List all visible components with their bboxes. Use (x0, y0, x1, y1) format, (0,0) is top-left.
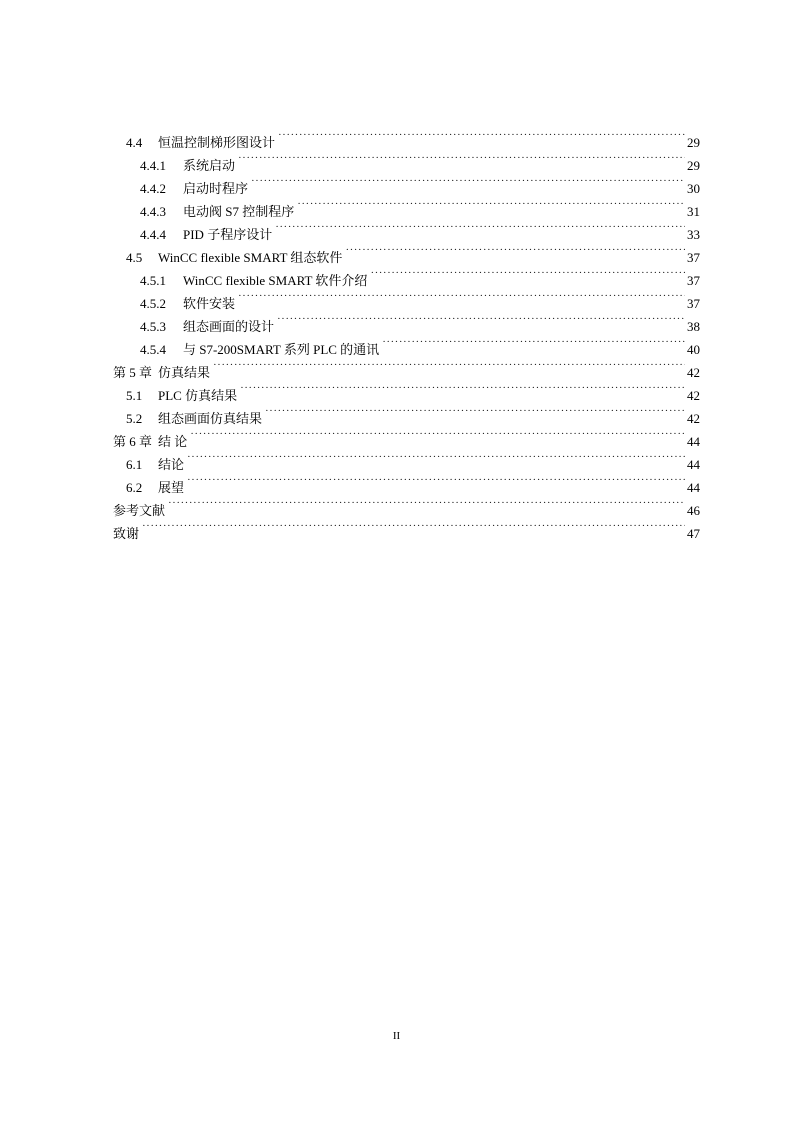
toc-number: 4.4 (126, 135, 143, 150)
toc-leader (213, 354, 685, 377)
toc-number: 第 6 章 (113, 434, 153, 449)
toc-page: 44 (687, 480, 700, 495)
toc-page: 29 (687, 158, 700, 173)
toc-leader (187, 469, 685, 492)
toc-title: 与 S7-200SMART 系列 PLC 的通讯 (183, 342, 380, 357)
toc-leader (370, 262, 685, 285)
toc-title: 结 论 (158, 434, 188, 449)
page-footer-number: II (392, 1030, 401, 1042)
toc-leader (297, 193, 685, 216)
toc-title: 致谢 (113, 526, 140, 541)
toc-leader (187, 446, 685, 469)
toc-entry-chapter-6[interactable] (113, 423, 700, 449)
toc-leader (275, 216, 685, 239)
toc-entry-acknowledgements[interactable] (113, 515, 700, 541)
toc-page: 37 (687, 296, 700, 311)
toc-title: WinCC flexible SMART 软件介绍 (183, 273, 368, 288)
toc-title: 组态画面仿真结果 (158, 411, 263, 426)
toc-number: 第 5 章 (113, 365, 153, 380)
toc-number: 4.4.2 (140, 181, 166, 196)
toc-title: PLC 仿真结果 (158, 388, 238, 403)
toc-title: 结论 (158, 457, 185, 472)
toc-entry-6-1[interactable] (113, 446, 700, 472)
toc-number: 4.5.2 (140, 296, 166, 311)
toc-page: 33 (687, 227, 700, 242)
toc-number: 4.4.3 (140, 204, 166, 219)
toc-page: 37 (687, 273, 700, 288)
toc-page: 40 (687, 342, 700, 357)
toc-leader (240, 377, 685, 400)
toc-title: 展望 (158, 480, 185, 495)
toc-number: 4.5.1 (140, 273, 166, 288)
toc-page: 46 (687, 503, 700, 518)
toc-number: 4.5.4 (140, 342, 166, 357)
toc-number: 4.5.3 (140, 319, 166, 334)
toc-title: 组态画面的设计 (183, 319, 275, 334)
toc-number: 5.1 (126, 388, 143, 403)
toc-leader (142, 515, 685, 538)
toc-title: 仿真结果 (158, 365, 211, 380)
toc-leader (238, 285, 685, 308)
toc-title: 系统启动 (183, 158, 236, 173)
toc-page: 37 (687, 250, 700, 265)
toc-leader (277, 308, 685, 331)
toc-leader (278, 124, 685, 147)
toc-title: PID 子程序设计 (183, 227, 273, 242)
toc-title: 启动时程序 (183, 181, 249, 196)
toc-leader (251, 170, 685, 193)
toc-entry-references[interactable] (113, 492, 700, 518)
toc-page: 30 (687, 181, 700, 196)
toc-title: 参考文献 (113, 503, 166, 518)
toc-leader (265, 400, 685, 423)
toc-number: 6.1 (126, 457, 143, 472)
toc-leader (168, 492, 685, 515)
toc-number: 4.4.1 (140, 158, 166, 173)
toc-entry-4-4[interactable] (113, 124, 700, 150)
toc-number: 5.2 (126, 411, 143, 426)
toc-title: WinCC flexible SMART 组态软件 (158, 250, 343, 265)
table-of-contents (113, 124, 700, 541)
toc-title: 电动阀 S7 控制程序 (183, 204, 295, 219)
toc-page: 42 (687, 411, 700, 426)
toc-page: 44 (687, 457, 700, 472)
toc-page: 29 (687, 135, 700, 150)
toc-title: 恒温控制梯形图设计 (158, 135, 276, 150)
toc-title: 软件安装 (183, 296, 236, 311)
toc-page: 44 (687, 434, 700, 449)
toc-page: 47 (687, 526, 700, 541)
toc-leader (190, 423, 685, 446)
toc-number: 6.2 (126, 480, 143, 495)
toc-page: 42 (687, 388, 700, 403)
toc-leader (238, 147, 685, 170)
toc-number: 4.4.4 (140, 227, 166, 242)
toc-leader (382, 331, 685, 354)
toc-page: 38 (687, 319, 700, 334)
toc-page: 31 (687, 204, 700, 219)
toc-leader (345, 239, 685, 262)
toc-entry-6-2[interactable] (113, 469, 700, 495)
toc-number: 4.5 (126, 250, 143, 265)
toc-page: 42 (687, 365, 700, 380)
